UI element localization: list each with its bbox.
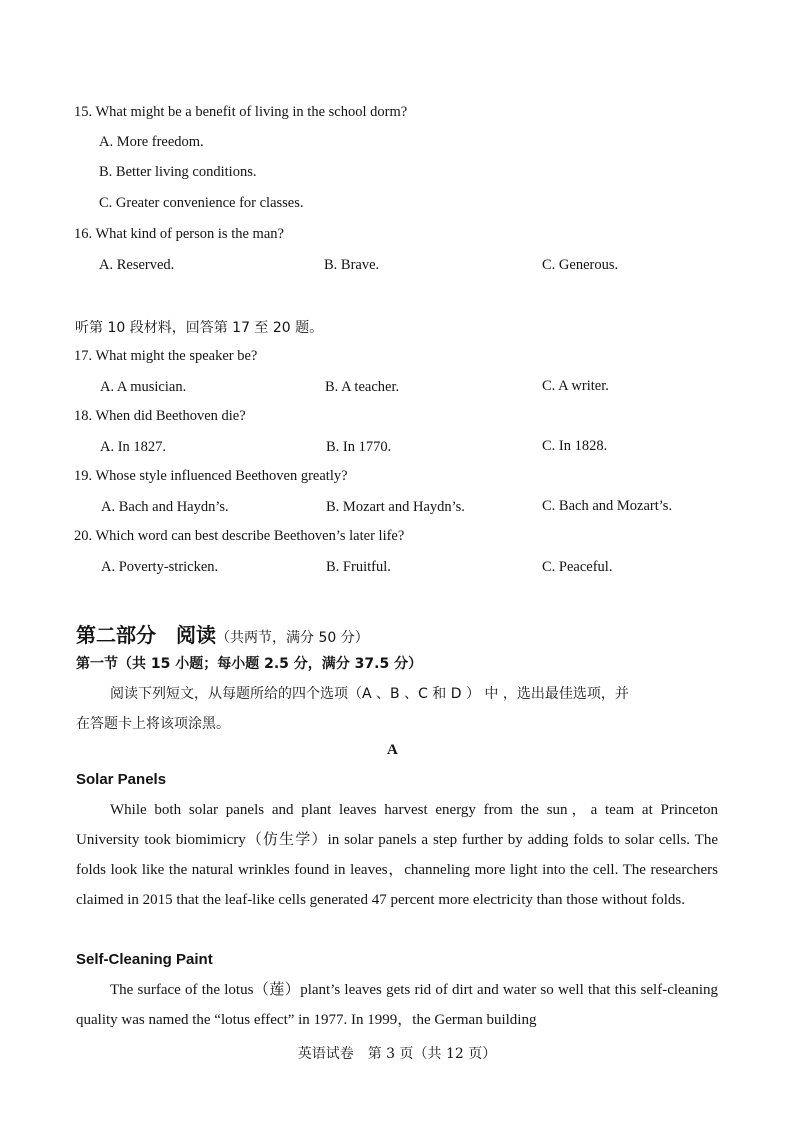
part-two-heading xyxy=(76,619,369,648)
question-18-option-b: B. In 1770. xyxy=(326,439,392,455)
heading-solar-panels: Solar Panels xyxy=(76,771,167,788)
question-16-option-a: A. Reserved. xyxy=(99,257,175,273)
question-16-option-b: B. Brave. xyxy=(324,257,380,273)
paragraph-solar-panels-text: While both solar panels and plant leaves harvest energy from the sun，a team at Princeton University took biomimicry（仿生学）in solar panels a step further by adding folds to solar cells. The folds look like the natural wrinkles found in leaves，channeling more light into the cell. The researchers claimed in 2015 that the leaf-like cells generated 47 percent more electricity than those without folds. xyxy=(76,802,718,908)
question-17-option-c: C. A writer. xyxy=(542,378,609,394)
question-19-option-b: B. Mozart and Haydn’s. xyxy=(326,499,465,515)
question-15-option-c: C. Greater convenience for classes. xyxy=(99,195,304,211)
question-17-option-a: A. A musician. xyxy=(100,379,187,395)
reading-instructions-line-2: 在答题卡上将该项涂黑。 xyxy=(76,716,230,732)
question-18-option-c: C. In 1828. xyxy=(542,438,608,454)
question-17-stem: 17. What might the speaker be? xyxy=(74,348,258,364)
question-19-stem: 19. Whose style influenced Beethoven greatly? xyxy=(74,468,348,484)
paragraph-self-cleaning-paint xyxy=(76,975,718,1035)
question-20-option-b: B. Fruitful. xyxy=(326,559,391,575)
part-two-title: 第二部分 阅读 xyxy=(76,623,216,647)
passage-label: A xyxy=(387,742,398,758)
question-18-option-a: A. In 1827. xyxy=(100,439,167,455)
question-19-option-a: A. Bach and Haydn’s. xyxy=(101,499,229,515)
question-20-option-a: A. Poverty-stricken. xyxy=(101,559,219,575)
section-one-title: 第一节（共 15 小题；每小题 2.5 分，满分 37.5 分） xyxy=(76,656,423,672)
question-16-stem: 16. What kind of person is the man? xyxy=(74,226,284,242)
question-15-option-b: B. Better living conditions. xyxy=(99,164,257,180)
paragraph-self-cleaning-paint-text: The surface of the lotus（莲）plant’s leaves gets rid of dirt and water so well that this self-cleaning quality was named the “lotus effect” in 1977. In 1999，the German building xyxy=(76,982,718,1028)
heading-self-cleaning-paint: Self-Cleaning Paint xyxy=(76,951,213,968)
question-15-stem: 15. What might be a benefit of living in the school dorm? xyxy=(74,104,408,120)
listening-section-10-intro: 听第 10 段材料，回答第 17 至 20 题。 xyxy=(75,320,324,336)
question-17-option-b: B. A teacher. xyxy=(325,379,400,395)
page-footer: 英语试卷 第 3 页（共 12 页） xyxy=(297,1046,497,1062)
paragraph-solar-panels xyxy=(76,795,718,915)
question-20-stem: 20. Which word can best describe Beethoven’s later life? xyxy=(74,528,405,544)
question-15-option-a: A. More freedom. xyxy=(99,134,204,150)
question-20-option-c: C. Peaceful. xyxy=(542,559,613,575)
reading-instructions-line-1: 阅读下列短文，从每题所给的四个选项（A 、B 、C 和 D ） 中 ，选出最佳选项，并 xyxy=(110,686,629,702)
question-18-stem: 18. When did Beethoven die? xyxy=(74,408,246,424)
question-16-option-c: C. Generous. xyxy=(542,257,619,273)
part-two-points: （共两节，满分 50 分） xyxy=(216,630,369,646)
question-19-option-c: C. Bach and Mozart’s. xyxy=(542,498,673,514)
